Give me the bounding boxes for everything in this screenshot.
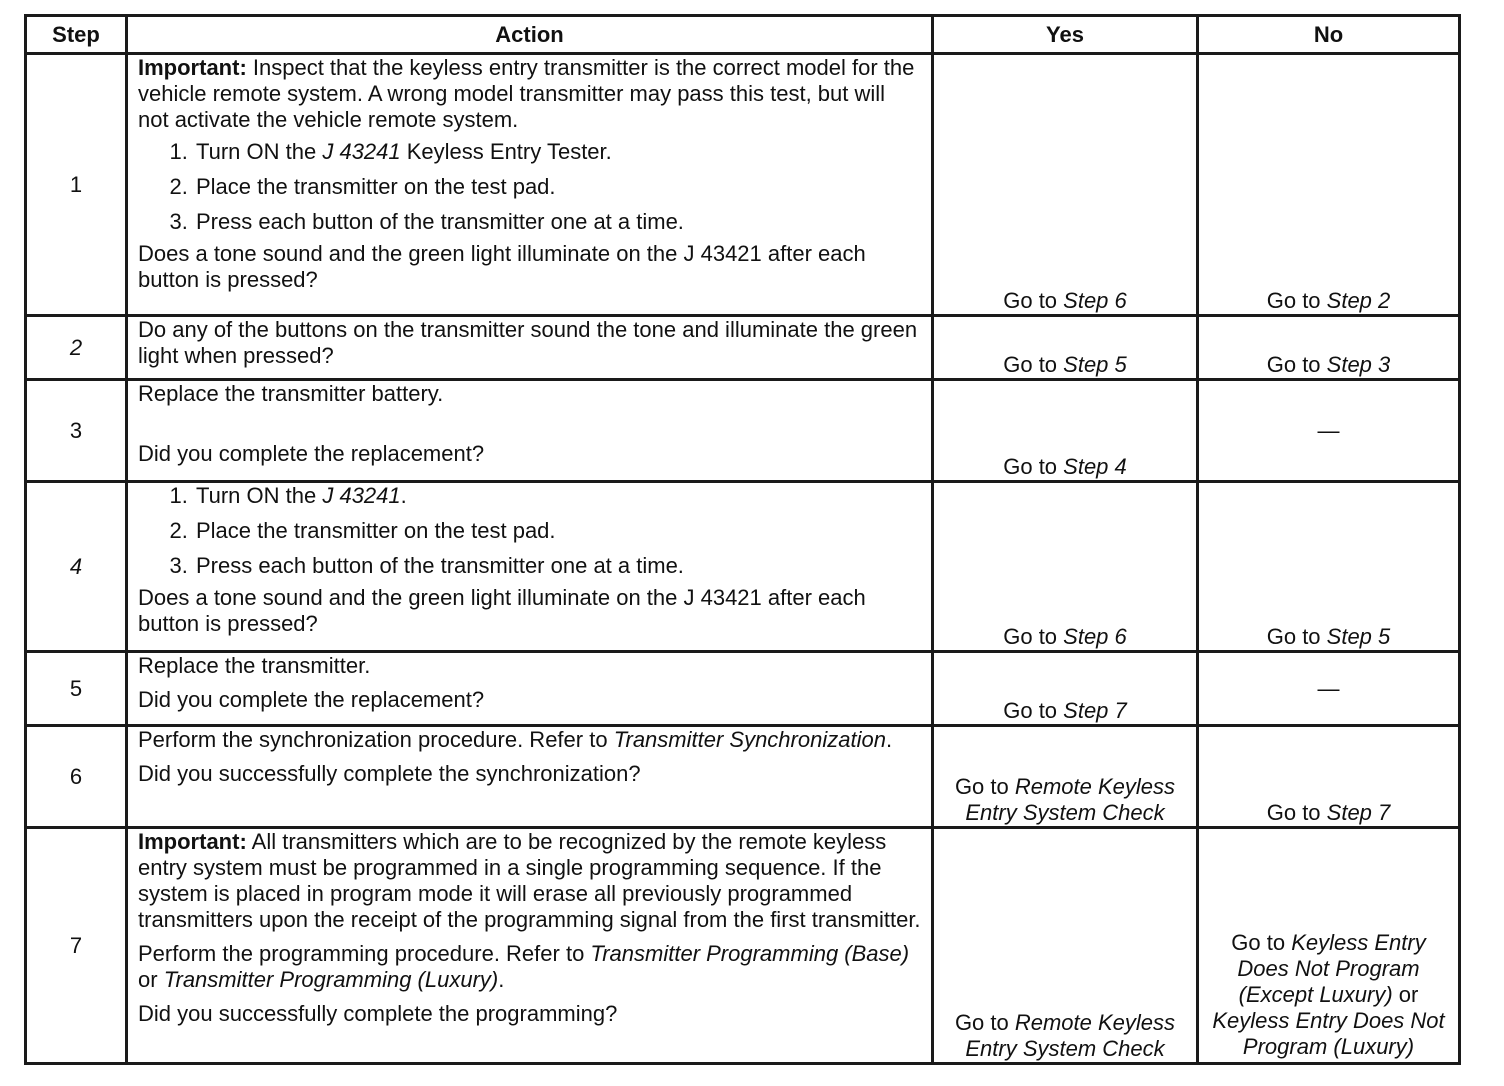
step-link[interactable]: Step 5: [1326, 624, 1391, 649]
procedure-link[interactable]: Keyless Entry Does Not Program (Luxury): [1212, 1008, 1445, 1059]
action-cell: [127, 726, 933, 828]
action-cell: [127, 652, 933, 726]
step-number: 2: [26, 316, 127, 380]
goto-text: Go to: [1003, 454, 1064, 479]
table-row: [26, 652, 1460, 726]
list-item-text: Keyless Entry Tester.: [400, 139, 612, 164]
action-cell: [127, 482, 933, 652]
goto-text: Go to: [954, 1010, 1015, 1035]
yes-cell: [933, 316, 1198, 380]
step-link[interactable]: Step 6: [1063, 288, 1127, 313]
header-step: Step: [26, 16, 127, 54]
list-item-text: Turn ON the: [196, 483, 323, 508]
header-action: Action: [127, 16, 933, 54]
goto-text: Go to: [1266, 288, 1327, 313]
yes-cell: [933, 652, 1198, 726]
step-number: 7: [26, 828, 127, 1064]
tool-reference: J 43241: [322, 139, 401, 164]
instruction-text: [138, 727, 921, 753]
action-cell: [127, 54, 933, 316]
list-item: 3. Press each button of the transmitter one at a time.: [194, 209, 921, 235]
step-number: 3: [26, 380, 127, 482]
important-note: [138, 55, 921, 133]
question-text: Does a tone sound and the green light illuminate on the J 43421 after each button is pressed?: [138, 241, 866, 292]
question-text: Did you successfully complete the programming?: [138, 1001, 618, 1026]
goto-text: Go to: [1266, 800, 1327, 825]
diagnostic-table: [24, 14, 1461, 1065]
step-link[interactable]: Step 6: [1063, 624, 1127, 649]
procedure-link[interactable]: Keyless Entry Does Not Program (Except Luxury): [1237, 930, 1426, 1007]
step-number: 6: [26, 726, 127, 828]
table-row: [26, 316, 1460, 380]
table-row: [26, 54, 1460, 316]
table-row: [26, 482, 1460, 652]
list-item: 2. Place the transmitter on the test pad.: [194, 518, 921, 544]
goto-text: Go to: [1231, 930, 1292, 955]
step-link[interactable]: Step 2: [1326, 288, 1391, 313]
important-label: Important:: [138, 829, 247, 854]
instruction-text: Replace the transmitter battery.: [138, 381, 444, 406]
list-item-text: .: [400, 483, 407, 508]
procedure-list: [138, 139, 921, 235]
header-row: [26, 16, 1460, 54]
step-link[interactable]: Step 4: [1063, 454, 1127, 479]
yes-cell: [933, 54, 1198, 316]
no-cell: —: [1198, 380, 1460, 482]
step-number: 1: [26, 54, 127, 316]
instruction-fragment: Perform the programming procedure. Refer to: [138, 941, 591, 966]
table-row: [26, 828, 1460, 1064]
goto-text: Go to: [1266, 352, 1327, 377]
yes-cell: [933, 828, 1198, 1064]
header-yes: Yes: [933, 16, 1198, 54]
goto-text: Go to: [954, 774, 1015, 799]
header-no: No: [1198, 16, 1460, 54]
step-number: 4: [26, 482, 127, 652]
question-text: Did you successfully complete the synchronization?: [138, 761, 641, 786]
instruction-text: [138, 941, 921, 993]
step-link[interactable]: Step 7: [1063, 698, 1127, 723]
list-item: 3. Press each button of the transmitter one at a time.: [194, 553, 921, 579]
important-text: Inspect that the keyless entry transmitter is the correct model for the vehicle remote system. A wrong model transmitter may pass this test, but will not activate the vehicle remote system.: [138, 55, 915, 132]
procedure-link[interactable]: Transmitter Programming (Base): [590, 941, 910, 966]
step-link[interactable]: Step 3: [1326, 352, 1391, 377]
goto-text: Go to: [1003, 624, 1064, 649]
yes-cell: [933, 380, 1198, 482]
table-row: [26, 726, 1460, 828]
no-cell: —: [1198, 652, 1460, 726]
procedure-link[interactable]: Remote Keyless Entry System Check: [965, 774, 1176, 825]
list-item: [194, 483, 921, 509]
no-cell: [1198, 828, 1460, 1064]
no-cell: [1198, 482, 1460, 652]
goto-text: Go to: [1266, 624, 1327, 649]
goto-text: or: [1392, 982, 1419, 1007]
instruction-fragment: or: [138, 967, 164, 992]
action-cell: [127, 316, 933, 380]
goto-text: Go to: [1003, 698, 1064, 723]
goto-text: Go to: [1003, 352, 1064, 377]
important-label: Important:: [138, 55, 247, 80]
instruction-fragment: Perform the synchronization procedure. Refer to: [138, 727, 614, 752]
table-row: [26, 380, 1460, 482]
important-note: [138, 829, 921, 933]
question-text: Did you complete the replacement?: [138, 441, 485, 466]
question-text: Does a tone sound and the green light illuminate on the J 43421 after each button is pressed?: [138, 585, 866, 636]
question-text: Do any of the buttons on the transmitter sound the tone and illuminate the green light when pressed?: [138, 317, 918, 368]
tool-reference: J 43241: [322, 483, 401, 508]
procedure-link[interactable]: Remote Keyless Entry System Check: [965, 1010, 1176, 1061]
yes-cell: [933, 482, 1198, 652]
list-item-text: Turn ON the: [196, 139, 323, 164]
procedure-link[interactable]: Transmitter Synchronization: [613, 727, 886, 752]
action-cell: [127, 828, 933, 1064]
important-text: All transmitters which are to be recognized by the remote keyless entry system must be programmed in a single programming sequence. If the system is placed in program mode it will erase all previously programmed transmitters upon the receipt of the programming signal from the first transmitter.: [138, 829, 921, 932]
procedure-list: [138, 483, 921, 579]
no-cell: [1198, 726, 1460, 828]
instruction-fragment: .: [498, 967, 505, 992]
step-link[interactable]: Step 7: [1326, 800, 1391, 825]
action-cell: [127, 380, 933, 482]
step-number: 5: [26, 652, 127, 726]
question-text: Did you complete the replacement?: [138, 687, 485, 712]
instruction-text: Replace the transmitter.: [138, 653, 371, 678]
step-link[interactable]: Step 5: [1063, 352, 1127, 377]
instruction-fragment: .: [885, 727, 893, 752]
list-item: 2. Place the transmitter on the test pad.: [194, 174, 921, 200]
list-item: [194, 139, 921, 165]
no-cell: [1198, 54, 1460, 316]
goto-text: Go to: [1003, 288, 1064, 313]
procedure-link[interactable]: Transmitter Programming (Luxury): [163, 967, 499, 992]
no-cell: [1198, 316, 1460, 380]
yes-cell: [933, 726, 1198, 828]
